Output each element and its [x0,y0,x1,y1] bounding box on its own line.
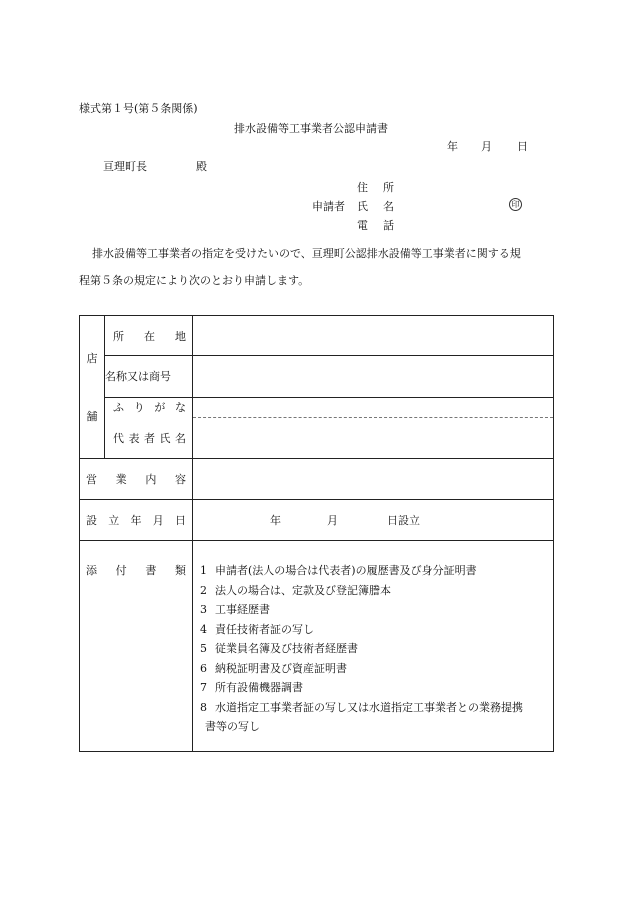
body-line-1: 排水設備等工事業者の指定を受けたいので、亘理町公認排水設備等工事業者に関する規 [92,247,521,260]
furigana-label [105,399,192,415]
representative-label [105,430,192,446]
attachments-char-4: 類 [174,564,186,577]
list-item-continuation: 書等の写し [205,720,260,733]
furigana-char-3: が [154,401,166,415]
attachments-list-cell [193,541,554,752]
list-item: 3 工事経歴書 [200,603,270,616]
business-char-1: 営 [86,473,97,486]
list-item: 4 責任技術者証の写し [200,622,314,636]
date-month-label: 月 [481,140,492,153]
name-label-2: 名 [383,200,394,213]
attachments-char-1: 添 [86,564,97,577]
location-label [105,328,192,344]
table-row-attachments [80,541,554,752]
established-value-cell[interactable] [193,500,554,541]
representative-char-2: 表 [128,431,140,445]
established-month: 月 [327,514,338,527]
furigana-char-1: ふ [113,401,124,415]
trade-name-label: 名称又は商号 [105,356,193,397]
address-label-2: 所 [383,181,394,194]
date-day-label: 日 [517,140,528,153]
shop-label-stack [80,316,104,458]
location-value-cell[interactable] [193,316,554,356]
established-char-1: 設 [86,514,97,527]
established-char-5: 日 [175,514,186,527]
representative-value-cell[interactable] [193,417,554,458]
business-char-4: 容 [174,473,186,486]
business-value-cell[interactable] [193,459,554,500]
established-char-4: 月 [152,514,164,527]
list-item: 8 水道指定工事業者証の写し又は水道指定工事業者との業務提携 [200,700,523,714]
attachments-label-cell [80,541,193,752]
list-item: 7 所有設備機器調書 [200,681,303,694]
established-label [80,512,192,528]
attachments-list [193,541,553,737]
addressee-honorific: 殿 [196,160,207,173]
address-label-1: 住 [357,181,368,194]
table-row-furigana [80,397,554,417]
location-label-cell [105,316,193,356]
body-line-2: 程第５条の規定により次のとおり申請します。 [79,274,310,287]
table-row-representative [80,417,554,458]
list-item: 5 従業員名簿及び技術者経歴書 [200,642,358,655]
addressee-name: 亘理町長 [103,160,147,173]
business-char-3: 内 [145,473,157,486]
table-row-trade-name [80,356,554,397]
location-label-char-3: 地 [175,329,186,343]
established-label-cell [80,500,193,541]
representative-char-3: 者 [144,431,155,445]
applicant-role-label: 申請者 [312,200,345,213]
representative-char-5: 名 [175,431,186,445]
established-date-line [193,512,553,528]
business-label [80,471,192,487]
furigana-char-2: り [133,401,145,415]
attachments-label [80,562,192,578]
established-char-3: 年 [130,514,142,527]
location-label-char-2: 在 [144,329,155,343]
trade-name-value-cell[interactable] [193,356,554,397]
shop-label-cell [80,316,105,459]
date-year-label: 年 [447,140,458,153]
list-item: 6 納税証明書及び資産証明書 [200,661,347,675]
representative-label-cell [105,417,193,458]
representative-char-1: 代 [113,431,124,445]
form-number: 様式第１号(第５条関係) [79,102,198,115]
application-table [79,315,554,752]
phone-label-1: 電 [357,219,368,232]
seal-circle: 印 [509,198,522,211]
table-row-business [80,459,554,500]
table-row-location [80,316,554,356]
seal-mark [509,197,522,211]
list-item: 2 法人の場合は、定款及び登記簿謄本 [200,583,391,597]
business-char-2: 業 [115,473,127,486]
furigana-value-cell[interactable] [193,397,554,417]
business-label-cell [80,459,193,500]
established-char-2: 立 [108,514,120,527]
list-item: 1 申請者(法人の場合は代表者)の履歴書及び身分証明書 [200,564,477,577]
representative-char-4: 氏 [159,431,171,445]
form-title: 排水設備等工事業者公認申請書 [234,122,388,135]
table-row-established [80,500,554,541]
attachments-char-2: 付 [115,564,127,577]
established-year: 年 [270,514,281,527]
attachments-char-3: 書 [145,564,157,577]
furigana-char-4: な [174,401,186,415]
name-label-1: 氏 [357,200,368,213]
shop-label-2: 舗 [86,410,98,423]
established-day: 日設立 [387,514,420,527]
location-label-char-1: 所 [113,329,124,343]
phone-label-2: 話 [383,219,394,232]
furigana-label-cell [105,397,193,417]
shop-label-1: 店 [86,352,98,365]
